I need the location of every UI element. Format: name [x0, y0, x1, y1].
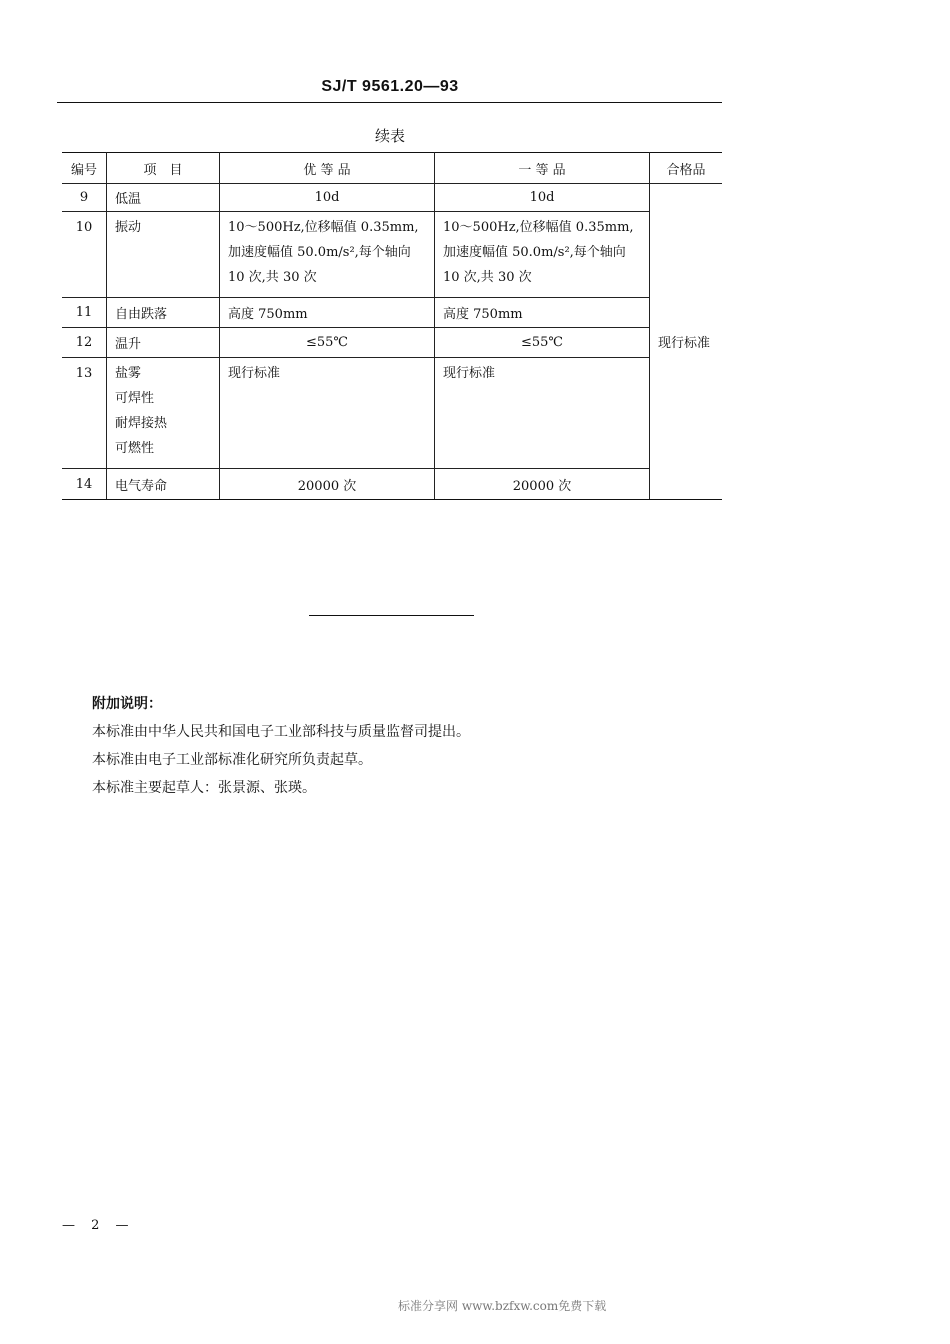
cell-premium: ≤55℃ — [220, 328, 435, 358]
cell-first: 10d — [435, 184, 650, 212]
cell-first: 现行标准 — [435, 358, 650, 469]
cell-first: 20000 次 — [435, 469, 650, 500]
cell-item: 振动 — [107, 212, 220, 298]
col-header-no: 编号 — [62, 153, 107, 184]
cell-line: 10～500Hz,位移幅值 0.35mm, — [228, 220, 419, 235]
cell-item: 电气寿命 — [107, 469, 220, 500]
table-caption: 续表 — [374, 127, 405, 145]
cell-line: 加速度幅值 50.0m/s²,每个轴向 — [228, 245, 411, 260]
cell-line: 10 次,共 30 次 — [228, 270, 317, 285]
cell-no: 13 — [62, 358, 107, 469]
cell-premium: 现行标准 — [220, 358, 435, 469]
col-header-qualified: 合格品 — [650, 153, 723, 184]
cell-no: 10 — [62, 212, 107, 298]
cell-item — [107, 358, 220, 469]
cell-first: ≤55℃ — [435, 328, 650, 358]
cell-premium: 高度 750mm — [220, 298, 435, 328]
cell-premium: 20000 次 — [220, 469, 435, 500]
cell-first — [435, 212, 650, 298]
table-row — [62, 298, 722, 328]
table-header-row — [62, 153, 722, 184]
cell-line: 耐焊接热 — [115, 416, 168, 431]
notes-line: 本标准由电子工业部标准化研究所负责起草。 — [92, 752, 372, 768]
cell-premium — [220, 212, 435, 298]
header-rule — [57, 102, 722, 103]
col-header-item: 项 目 — [107, 153, 220, 184]
cell-no: 14 — [62, 469, 107, 500]
cell-no: 9 — [62, 184, 107, 212]
page-number: — 2 — — [62, 1218, 135, 1233]
col-header-premium: 优 等 品 — [220, 153, 435, 184]
cell-item: 低温 — [107, 184, 220, 212]
cell-item: 自由跌落 — [107, 298, 220, 328]
cell-no: 11 — [62, 298, 107, 328]
notes-line: 本标准主要起草人：张景源、张瑛。 — [92, 780, 316, 796]
cell-line: 加速度幅值 50.0m/s²,每个轴向 — [443, 245, 626, 260]
table-row — [62, 212, 722, 298]
cell-line: 10～500Hz,位移幅值 0.35mm, — [443, 220, 634, 235]
cell-qualified-merged: 现行标准 — [650, 184, 723, 500]
cell-item: 温升 — [107, 328, 220, 358]
spec-table — [62, 152, 722, 500]
cell-line: 盐雾 — [115, 366, 142, 381]
table-row — [62, 328, 722, 358]
section-separator — [309, 615, 474, 616]
table-row — [62, 469, 722, 500]
cell-first: 高度 750mm — [435, 298, 650, 328]
additional-notes — [92, 690, 470, 802]
cell-line: 可燃性 — [115, 441, 155, 456]
table-row — [62, 184, 722, 212]
watermark: 标准分享网 www.bzfxw.com免费下载 — [398, 1299, 607, 1313]
notes-title: 附加说明： — [92, 696, 162, 712]
cell-line: 可焊性 — [115, 391, 155, 406]
cell-no: 12 — [62, 328, 107, 358]
table-row — [62, 358, 722, 469]
cell-line: 10 次,共 30 次 — [443, 270, 532, 285]
notes-line: 本标准由中华人民共和国电子工业部科技与质量监督司提出。 — [92, 724, 470, 740]
col-header-first: 一 等 品 — [435, 153, 650, 184]
standard-code: SJ/T 9561.20—93 — [321, 78, 459, 95]
cell-premium: 10d — [220, 184, 435, 212]
